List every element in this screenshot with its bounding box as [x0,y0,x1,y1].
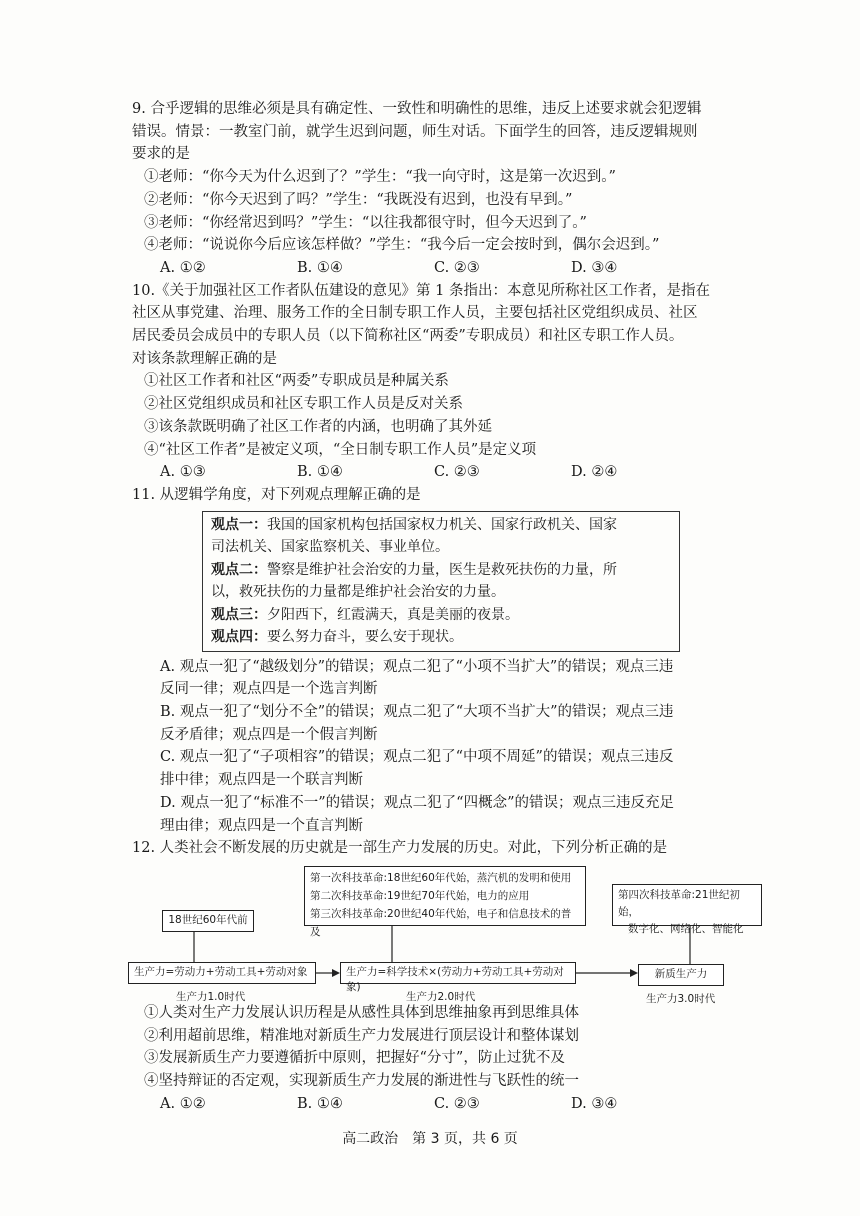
q12-option-4: ④坚持辩证的否定观，实现新质生产力发展的渐进性与飞跃性的统一 [144,1073,579,1090]
q12-option-2: ②利用超前思维，精准地对新质生产力发展进行顶层设计和整体谋划 [144,1027,579,1044]
q10-stem-line-3: 居民委员会成员中的专职人员（以下简称社区“两委”专职成员）和社区专职工作人员。 [132,328,684,345]
revolution-4-line-1: 第四次科技革命:21世纪初始， [618,888,740,918]
q9-option-3: ③老师：“你经常迟到吗？”学生：“以往我都很守时，但今天迟到了。” [144,214,587,231]
question-12 [132,837,744,1115]
q9-choice-d: D. ③④ [571,259,618,276]
question-11 [132,484,732,837]
q12-choices [132,1093,732,1116]
q9-choices [132,257,732,280]
era2-formula-box: 生产力=科学技术×(劳动力+劳动工具+劳动对象) [340,962,576,984]
viewpoint-4-label: 观点四： [211,629,267,646]
arrow-1-head [332,969,340,977]
q11-answer-b-line-2: 反矛盾律；观点四是一个假言判断 [160,726,378,743]
q12-choice-d: D. ③④ [571,1095,618,1112]
question-10 [132,280,732,484]
q10-choice-b: B. ①④ [297,464,343,481]
q12-choice-a: A. ①② [160,1095,206,1112]
viewpoint-3-label: 观点三： [211,606,267,623]
viewpoint-1 [211,514,671,537]
revolution-3: 第三次科技革命:20世纪40年代始，电子和信息技术的普及 [310,907,572,938]
q12-stem: 12. 人类社会不断发展的历史就是一部生产力发展的历史。对此，下列分析正确的是 [132,840,668,857]
q11-answer-d-line-2: 理由律；观点四是一个直言判断 [160,817,363,834]
q11-answer-d-line-1: D. 观点一犯了“标准不一”的错误；观点二犯了“四概念”的错误；观点三违反充足 [160,794,674,811]
viewpoint-4 [211,626,671,649]
viewpoint-2-cont: 以，救死扶伤的力量都是维护社会治安的力量。 [211,584,505,601]
q9-choice-c: C. ②③ [434,259,480,276]
revolution-1: 第一次科技革命:18世纪60年代始，蒸汽机的发明和使用 [310,871,572,884]
q10-choice-d: D. ②④ [571,464,618,481]
q12-choice-b: B. ①④ [297,1095,343,1112]
era3-formula-box: 新质生产力 [638,964,724,986]
q11-answer-c-line-2: 排中律；观点四是一个联言判断 [160,772,363,789]
era1-title-box: 18世纪60年代前 [162,910,254,932]
q10-option-2: ②社区党组织成员和社区专职工作人员是反对关系 [144,396,463,413]
q9-option-2: ②老师：“你今天迟到了吗？”学生：“我既没有迟到，也没有早到。” [144,191,573,208]
viewpoint-2-label: 观点二： [211,561,267,578]
arrow-2-head [630,969,638,977]
q10-stem-line-4: 对该条款理解正确的是 [132,350,277,367]
q10-option-3: ③该条款既明确了社区工作者的内涵，也明确了其外延 [144,418,492,435]
q9-choice-a: A. ①② [160,259,206,276]
era1-formula-box: 生产力=劳动力+劳动工具+劳动对象 [128,962,316,984]
q12-option-3: ③发展新质生产力要遵循折中原则，把握好“分寸”，防止过犹不及 [144,1050,565,1067]
revolution-4-box [612,884,762,935]
q10-choice-a: A. ①③ [160,464,206,481]
q12-option-1: ①人类对生产力发展认识历程是从感性具体到思维抽象再到思维具体 [144,1004,579,1021]
q10-option-4: ④“社区工作者”是被定义项，“全日制专职工作人员”是定义项 [144,441,537,458]
q11-answer-c-line-1: C. 观点一犯了“子项相容”的错误；观点二犯了“中项不周延”的错误；观点三违反 [160,749,674,766]
viewpoints-box [202,511,680,652]
era3-label: 生产力3.0时代 [646,992,716,1005]
revolution-4-line-2: 数字化、网络化、智能化 [628,922,744,935]
viewpoint-1-cont: 司法机关、国家监察机关、事业单位。 [211,539,449,556]
viewpoint-3-text: 夕阳西下，红霞满天，真是美丽的夜景。 [267,606,519,623]
q10-stem-line-2: 社区从事党建、治理、服务工作的全日制专职工作人员，主要包括社区党组织成员、社区 [132,305,698,322]
viewpoint-2-text-a: 警察是维护社会治安的力量，医生是救死扶伤的力量，所 [267,561,617,578]
revolutions-box [304,866,586,938]
q9-stem-line-2: 错误。情景：一教室门前，就学生迟到问题，师生对话。下面学生的回答，违反逻辑规则 [132,123,698,140]
q9-option-4: ④老师：“说说你今后应该怎样做？”学生：“我今后一定会按时到，偶尔会迟到。” [144,237,660,254]
q9-choice-b: B. ①④ [297,259,343,276]
viewpoint-1-label: 观点一： [211,516,267,533]
q11-answer-a-line-1: A. 观点一犯了“越级划分”的错误；观点二犯了“小项不当扩大”的错误；观点三违 [160,658,674,675]
q10-option-1: ①社区工作者和社区“两委”专职成员是种属关系 [144,373,449,390]
page-content [132,98,744,1116]
q9-stem-line-1: 9. 合乎逻辑的思维必须是具有确定性、一致性和明确性的思维，违反上述要求就会犯逻辑 [132,101,702,117]
q10-choices [132,461,732,484]
viewpoint-4-text: 要么努力奋斗，要么安于现状。 [267,629,463,646]
viewpoint-1-text-a: 我国的国家机构包括国家权力机关、国家行政机关、国家 [267,516,617,533]
q9-option-1: ①老师：“你今天为什么迟到了？”学生：“我一向守时，这是第一次迟到。” [144,169,616,186]
q11-answer-a-line-2: 反同一律；观点四是一个选言判断 [160,681,378,698]
q11-answer-b-line-1: B. 观点一犯了“划分不全”的错误；观点二犯了“大项不当扩大”的错误；观点三违 [160,704,674,721]
q10-stem-line-1: 10.《关于加强社区工作者队伍建设的意见》第 1 条指出：本意见所称社区工作者，是指在 [132,282,710,299]
q10-choice-c: C. ②③ [434,464,480,481]
productivity-diagram [128,866,768,1005]
viewpoint-2 [211,559,671,582]
q9-stem-line-3: 要求的是 [132,146,190,163]
question-9 [132,98,732,280]
q12-choice-c: C. ②③ [434,1095,480,1112]
page-footer: 高二政治 第 3 页，共 6 页 [342,1131,518,1147]
era2-label: 生产力2.0时代 [406,990,476,1003]
viewpoint-3 [211,604,671,627]
q11-stem: 11. 从逻辑学角度，对下列观点理解正确的是 [132,486,421,503]
era1-label: 生产力1.0时代 [176,990,246,1003]
revolution-2: 第二次科技革命:19世纪70年代始，电力的应用 [310,889,530,902]
